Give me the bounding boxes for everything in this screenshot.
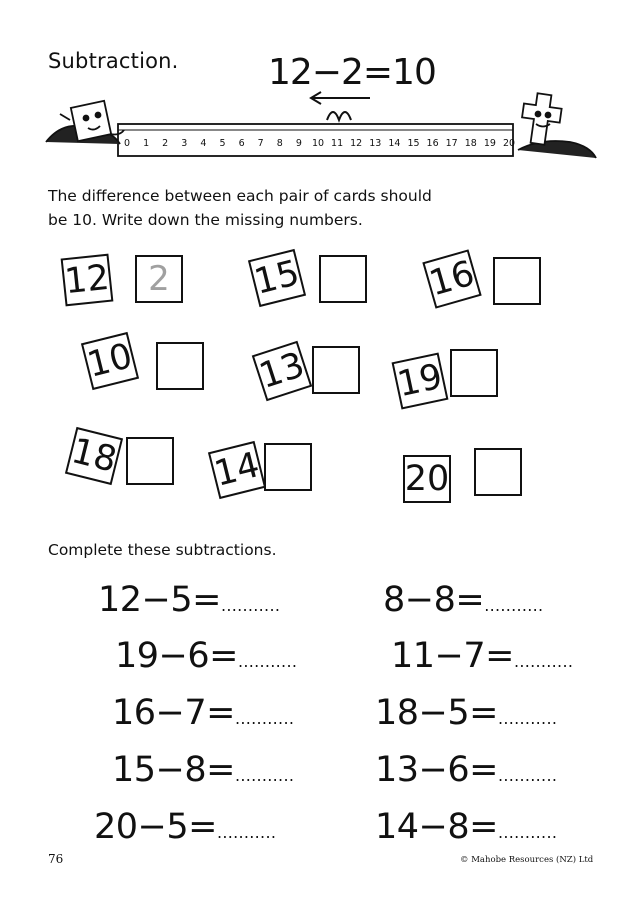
answer-blank[interactable]: ........... xyxy=(234,709,295,728)
answer-card[interactable] xyxy=(126,437,174,485)
given-card: 19 xyxy=(392,353,449,410)
number-line-label: 10 xyxy=(311,138,325,149)
answer-blank[interactable]: ........... xyxy=(513,652,574,671)
given-card: 13 xyxy=(252,341,312,401)
number-line-illustration xyxy=(40,84,600,164)
page-number: 76 xyxy=(48,852,64,866)
number-line-label: 7 xyxy=(257,138,264,149)
cartoon-character-right-icon xyxy=(518,92,596,158)
number-line-label: 16 xyxy=(426,138,439,149)
subtraction-problem xyxy=(391,636,573,676)
answer-card[interactable] xyxy=(450,349,498,397)
subtraction-expression: 20−5= xyxy=(94,807,217,847)
answer-card[interactable] xyxy=(312,346,360,394)
given-card: 20 xyxy=(403,455,451,503)
subtraction-expression: 19−6= xyxy=(115,636,238,676)
number-line-label: 20 xyxy=(502,138,516,149)
number-line-label: 17 xyxy=(445,138,458,149)
answer-card[interactable]: 2 xyxy=(135,255,183,303)
answer-blank[interactable]: ........... xyxy=(497,766,558,785)
answer-card[interactable] xyxy=(319,255,367,303)
number-line-label: 6 xyxy=(238,138,245,149)
subtraction-problem xyxy=(112,750,294,790)
page-title: Subtraction. xyxy=(48,49,179,73)
instructions-line-2: be 10. Write down the missing numbers. xyxy=(48,211,363,229)
number-line-label: 9 xyxy=(295,138,302,149)
given-card: 12 xyxy=(61,254,114,307)
given-card: 15 xyxy=(248,249,306,307)
jump-arrow-icon xyxy=(311,92,370,120)
copyright-notice: © Mahobe Resources (NZ) Ltd xyxy=(460,855,594,865)
instructions xyxy=(48,184,432,232)
number-line-label: 1 xyxy=(143,138,150,149)
answer-blank[interactable]: ........... xyxy=(234,766,295,785)
number-line-label: 15 xyxy=(407,138,420,149)
number-line-label: 2 xyxy=(162,138,169,149)
given-card: 18 xyxy=(65,427,123,485)
number-line-label: 5 xyxy=(219,138,226,149)
answer-card[interactable] xyxy=(156,342,204,390)
given-card: 14 xyxy=(208,441,266,499)
number-line-label: 0 xyxy=(123,138,131,149)
number-line-label: 12 xyxy=(350,138,363,149)
answer-card[interactable] xyxy=(264,443,312,491)
subtraction-expression: 15−8= xyxy=(112,750,235,790)
answer-blank[interactable]: ........... xyxy=(216,823,277,842)
subtraction-problem xyxy=(94,807,276,847)
subtraction-expression: 16−7= xyxy=(112,693,235,733)
subtraction-problem xyxy=(112,693,294,733)
subtraction-problem xyxy=(383,580,543,620)
instructions-line-1: The difference between each pair of cards should xyxy=(48,187,432,205)
answer-blank[interactable]: ........... xyxy=(497,709,558,728)
example-equation: 12−2=10 xyxy=(268,52,436,93)
number-line-label: 14 xyxy=(388,138,401,149)
subtractions-heading: Complete these subtractions. xyxy=(48,541,277,559)
answer-blank[interactable]: ........... xyxy=(484,596,544,615)
subtraction-expression: 12−5= xyxy=(98,580,221,620)
answer-blank[interactable]: ........... xyxy=(497,823,558,842)
subtraction-expression: 18−5= xyxy=(375,693,498,733)
answer-card[interactable] xyxy=(474,448,522,496)
given-card: 16 xyxy=(422,249,481,308)
subtraction-problem xyxy=(375,750,557,790)
subtraction-expression: 14−8= xyxy=(375,807,498,847)
answer-blank[interactable]: ........... xyxy=(237,652,298,671)
cartoon-character-left-icon xyxy=(46,101,124,144)
number-line-label: 11 xyxy=(331,138,344,149)
subtraction-problem xyxy=(375,807,557,847)
subtraction-problem xyxy=(375,693,557,733)
number-line-label: 18 xyxy=(464,138,477,149)
number-line-label: 4 xyxy=(200,138,207,149)
subtraction-expression: 13−6= xyxy=(375,750,498,790)
answer-card[interactable] xyxy=(493,257,541,305)
answer-blank[interactable]: ........... xyxy=(220,596,281,615)
subtraction-expression: 8−8= xyxy=(383,580,485,620)
subtraction-problem xyxy=(115,636,297,676)
number-line-label: 13 xyxy=(369,138,382,149)
number-line-label: 3 xyxy=(181,138,188,149)
subtraction-problem xyxy=(98,580,280,620)
number-line-label: 19 xyxy=(483,138,496,149)
subtraction-expression: 11−7= xyxy=(391,636,514,676)
given-card: 10 xyxy=(81,332,139,390)
number-line-label: 8 xyxy=(276,138,283,149)
